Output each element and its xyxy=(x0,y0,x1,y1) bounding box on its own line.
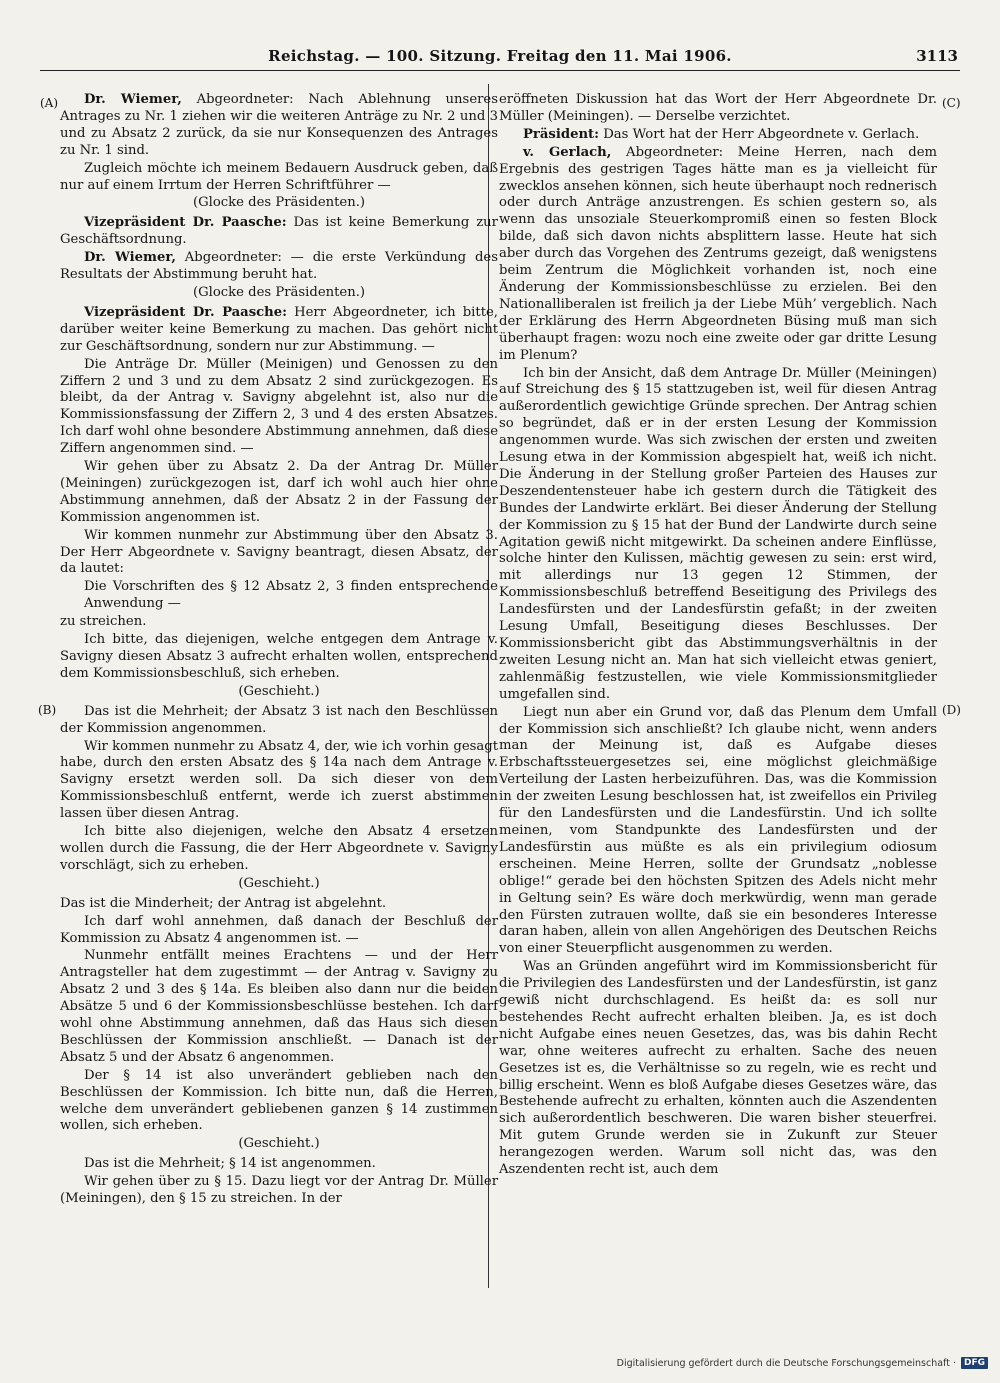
speaker-name: Präsident: xyxy=(523,126,600,142)
text-paragraph: zu streichen. xyxy=(60,614,147,630)
text-paragraph: Wir gehen über zu § 15. Dazu liegt vor der Antrag Dr. Müller (Meiningen), den § 15 zu streichen. In der xyxy=(60,1174,498,1207)
text-paragraph: Zugleich möchte ich meinem Bedauern Ausdruck geben, daß nur auf einem Irrtum der Herren Schriftführer — xyxy=(60,160,498,193)
stage-direction: (Glocke des Präsidenten.) xyxy=(192,284,366,300)
left-text-column xyxy=(60,92,498,1209)
speaker-name: Vizepräsident Dr. Paasche: xyxy=(84,304,288,320)
speech-paragraph xyxy=(60,92,498,160)
speaker-name: Dr. Wiemer, xyxy=(84,250,176,266)
speech-text: Abgeordneter: Meine Herren, nach dem Ergebnis des gestrigen Tages hätte man es ja vielleicht für zwecklos ansehen können, sich heute überhaupt noch rednerisch oder durch Anträge anzustrengen. Es schien gestern so, als wenn das unsoziale Steuerkompromiß einen so festen Block bilde, daß sich davon nichts absplittern lasse. Heute hat sich aber durch das Vorgehen des Zentrums gezeigt, daß wenigstens beim Zentrum die Möglichkeit vorhanden ist, noch eine Änderung der Kommissionsbeschlüsse zu erzielen. Bei den Nationalliberalen ist freilich ja der Liebe Müh’ vergeblich. Nach der Erklärung des Herrn Abgeordneten Büsing muß man sich überhaupt fragen: wozu noch eine zweite oder gar dritte Lesung im Plenum? xyxy=(499,144,937,363)
margin-marker-d: (D) xyxy=(942,703,961,717)
stage-direction: (Geschieht.) xyxy=(238,683,320,699)
text-paragraph: Wir kommen nunmehr zur Abstimmung über den Absatz 3. Der Herr Abgeordnete v. Savigny beantragt, diesen Absatz, der da lautet: xyxy=(60,527,498,577)
text-paragraph: Wir kommen nunmehr zu Absatz 4, der, wie ich vorhin gesagt habe, durch den ersten Absatz des § 14a nach dem Antrage v. Savigny ersetzt werden soll. Da sich dieser von dem Kommissionsbeschluß entfernt, werde ich zuerst abstimmen lassen über diesen Antrag. xyxy=(60,738,498,822)
text-paragraph: Wir gehen über zu Absatz 2. Da der Antrag Dr. Müller (Meiningen) zurückgezogen ist, darf ich wohl auch hier ohne Abstimmung annehmen, daß der Absatz 2 in der Fassung der Kommission angenommen ist. xyxy=(60,459,498,525)
dfg-logo: DFG xyxy=(961,1357,988,1369)
right-text-column xyxy=(499,92,937,1180)
text-paragraph: Das ist die Mehrheit; der Absatz 3 ist nach den Beschlüssen der Kommission angenommen. xyxy=(60,703,498,736)
text-paragraph: Das ist die Mehrheit; § 14 ist angenommen. xyxy=(84,1156,376,1172)
digitization-footer xyxy=(617,1357,988,1369)
speaker-name: Dr. Wiemer, xyxy=(84,92,182,107)
speech-text: Das ist keine Bemerkung zur Geschäftsordnung. xyxy=(60,215,498,248)
text-paragraph: Das ist die Minderheit; der Antrag ist abgelehnt. xyxy=(60,895,387,911)
speech-text: Herr Abgeordneter, ich bitte, darüber weiter keine Bemerkung zu machen. Das gehört nicht zur Geschäftsordnung, sondern nur zur Abstimmung. — xyxy=(60,304,498,354)
text-paragraph: Der § 14 ist also unverändert geblieben nach den Beschlüssen der Kommission. Ich bitte nun, daß die Herren, welche dem unverändert gebliebenen ganzen § 14 zustimmen wollen, sich erheben. xyxy=(60,1067,498,1134)
text-paragraph: Ich bitte also diejenigen, welche den Absatz 4 ersetzen wollen durch die Fassung, die der Herr Abgeordnete v. Savigny vorschlägt, sich zu erheben. xyxy=(60,824,498,873)
margin-marker-b: (B) xyxy=(38,703,57,717)
stage-direction: (Geschieht.) xyxy=(238,875,320,891)
quoted-provision: Die Vorschriften des § 12 Absatz 2, 3 finden entsprechende Anwendung — xyxy=(84,579,498,612)
margin-marker-c: (C) xyxy=(942,96,961,110)
text-paragraph: Nunmehr entfällt meines Erachtens — und der Herr Antragsteller hat dem zugestimmt — der Antrag v. Savigny zu Absatz 2 und 3 des § 14a. Es bleiben also dann nur die beiden Absätze 5 und 6 der Kommissionsbeschlüsse bestehen. Ich darf wohl ohne Abstimmung annehmen, daß das Haus sich diesen Beschlüssen der Kommission anschließt. — Danach ist der Absatz 5 und der Absatz 6 angenommen. xyxy=(60,948,498,1065)
stage-direction: (Glocke des Präsidenten.) xyxy=(192,195,366,211)
speech-text: Das Wort hat der Herr Abgeordnete v. Gerlach. xyxy=(599,126,920,142)
running-header xyxy=(40,44,960,71)
speech-text: Abgeordneter: — die erste Verkündung des Resultats der Abstimmung beruht hat. xyxy=(60,250,498,283)
speech-paragraph xyxy=(499,127,937,144)
text-paragraph: eröffneten Diskussion hat das Wort der Herr Abgeordnete Dr. Müller (Meiningen). — Derselbe verzichtet. xyxy=(499,92,937,124)
speech-paragraph xyxy=(499,145,937,365)
text-paragraph: Ich bitte, das diejenigen, welche entgegen dem Antrage v. Savigny diesen Absatz 3 aufrecht erhalten wollen, entsprechend dem Kommissionsbeschluß, sich erheben. xyxy=(60,632,498,681)
speech-paragraph xyxy=(60,215,498,249)
speaker-name: Vizepräsident Dr. Paasche: xyxy=(84,215,287,231)
text-paragraph: Ich bin der Ansicht, daß dem Antrage Dr. Müller (Meiningen) auf Streichung des § 15 stattzugeben ist, weil für diesen Antrag außerordentlich gewichtige Gründe sprechen. Der Antrag schien so begründet, daß er in der ersten Lesung der Kommission angenommen wurde. Was sich zwischen der ersten und zweiten Lesung etwa in der Kommission abgespielt hat, weiß ich nicht. Die Änderung in der Stellung großer Parteien des Hauses zur Deszendentensteuer habe ich gestern durch die Tätigkeit des Bundes der Landwirte erklärt. Bei dieser Änderung der Stellung der Kommission zu § 15 hat der Bund der Landwirte durch seine Agitation gewiß nicht mitgewirkt. Da scheinen andere Einflüsse, solche hinter den Kulissen, mächtig gewesen zu sein: erst wird, mit allerdings nur 13 gegen 12 Stimmen, der Kommissionsbeschluß betreffend Beseitigung des Privilegs des Landesfürsten und der Landesfürstin gefaßt; in der zweiten Lesung Umfall, Beseitigung dieses Beschlusses. Der Kommissionsbericht gibt das Abstimmungsverhältnis in der zweiten Lesung nicht an. Man hat sich vielleicht etwas geniert, zahlenmäßig festzustellen, wie viele Kommissionsmitglieder umgefallen sind. xyxy=(499,365,937,702)
page-number: 3113 xyxy=(916,47,958,65)
running-head-title: Reichstag. — 100. Sitzung. Freitag den 11. Mai 1906. xyxy=(268,47,732,65)
text-paragraph: Ich darf wohl annehmen, daß danach der Beschluß der Kommission zu Absatz 4 angenommen ist. — xyxy=(60,913,498,946)
margin-marker-a: (A) xyxy=(40,96,59,110)
stage-direction: (Geschieht.) xyxy=(238,1136,320,1152)
footer-credit-text: Digitalisierung gefördert durch die Deutsche Forschungsgemeinschaft · xyxy=(616,1357,956,1369)
speech-paragraph xyxy=(60,250,498,284)
text-paragraph: Was an Gründen angeführt wird im Kommissionsbericht für die Privilegien des Landesfürsten und der Landesfürstin, ist ganz gewiß nicht durchschlagend. Es heißt da: es soll nur bestehendes Recht aufrecht erhalten bleiben. Ja, es ist doch nicht Aufgabe eines neuen Gesetzes, das, was bis dahin Recht war, ohne weiteres aufrecht zu erhalten. Sache des neuen Gesetzes ist es, die Verhältnisse so zu regeln, wie es recht und billig erscheint. Wenn es bloß Aufgabe dieses Gesetzes wäre, das Bestehende aufrecht zu erhalten, könnten auch die Aszendenten sich außerordentlich beschweren. Die waren bisher steuerfrei. Mit gutem Grunde werden sie in Zukunft zur Steuer herangezogen werden. Warum soll nicht das, was den Aszendenten recht ist, auch dem xyxy=(499,959,938,1178)
speaker-name: v. Gerlach, xyxy=(523,144,612,160)
speech-text: Abgeordneter: Nach Ablehnung unseres Antrages zu Nr. 1 ziehen wir die weiteren Anträge zu Nr. 2 und 3 und zu Absatz 2 zurück, da sie nur Konsequenzen des Antrages zu Nr. 1 sind. xyxy=(60,92,498,158)
text-paragraph: Liegt nun aber ein Grund vor, daß das Plenum dem Umfall der Kommission sich anschließt? Ich glaube nicht, wenn anders man der Meinung ist, daß es Aufgabe dieses Erbschaftssteuergesetzes sei, eine möglichst gleichmäßige Verteilung der Lasten herbeizuführen. Das, was die Kommission in der zweiten Lesung beschlossen hat, ist zweifellos ein Privileg für den Landesfürsten und die Landesfürstin. Und ich sollte meinen, vom Standpunkte des Landesfürsten und der Landesfürstin aus müßte es als ein privilegium odiosum erscheinen. Meine Herren, sollte der Grundsatz „noblesse oblige!“ gerade bei den höchsten Spitzen des Adels nicht mehr in Geltung sein? Es wäre doch merkwürdig, wenn man gerade den Fürsten zutrauen wollte, daß sie ein besonderes Interesse daran haben, allein von allen Angehörigen des Deutschen Reichs von einer Steuerpflicht ausgenommen zu werden. xyxy=(499,704,937,957)
text-paragraph: Die Anträge Dr. Müller (Meinigen) und Genossen zu den Ziffern 2 und 3 und zu dem Absatz 2 sind zurückgezogen. Es bleibt, da der Antrag v. Savigny abgelehnt ist, also nur die Kommissionsfassung der Ziffern 2, 3 und 4 des ersten Absatzes. Ich darf wohl ohne besondere Abstimmung annehmen, daß diese Ziffern angenommen sind. — xyxy=(60,356,498,457)
speech-paragraph xyxy=(60,305,498,356)
